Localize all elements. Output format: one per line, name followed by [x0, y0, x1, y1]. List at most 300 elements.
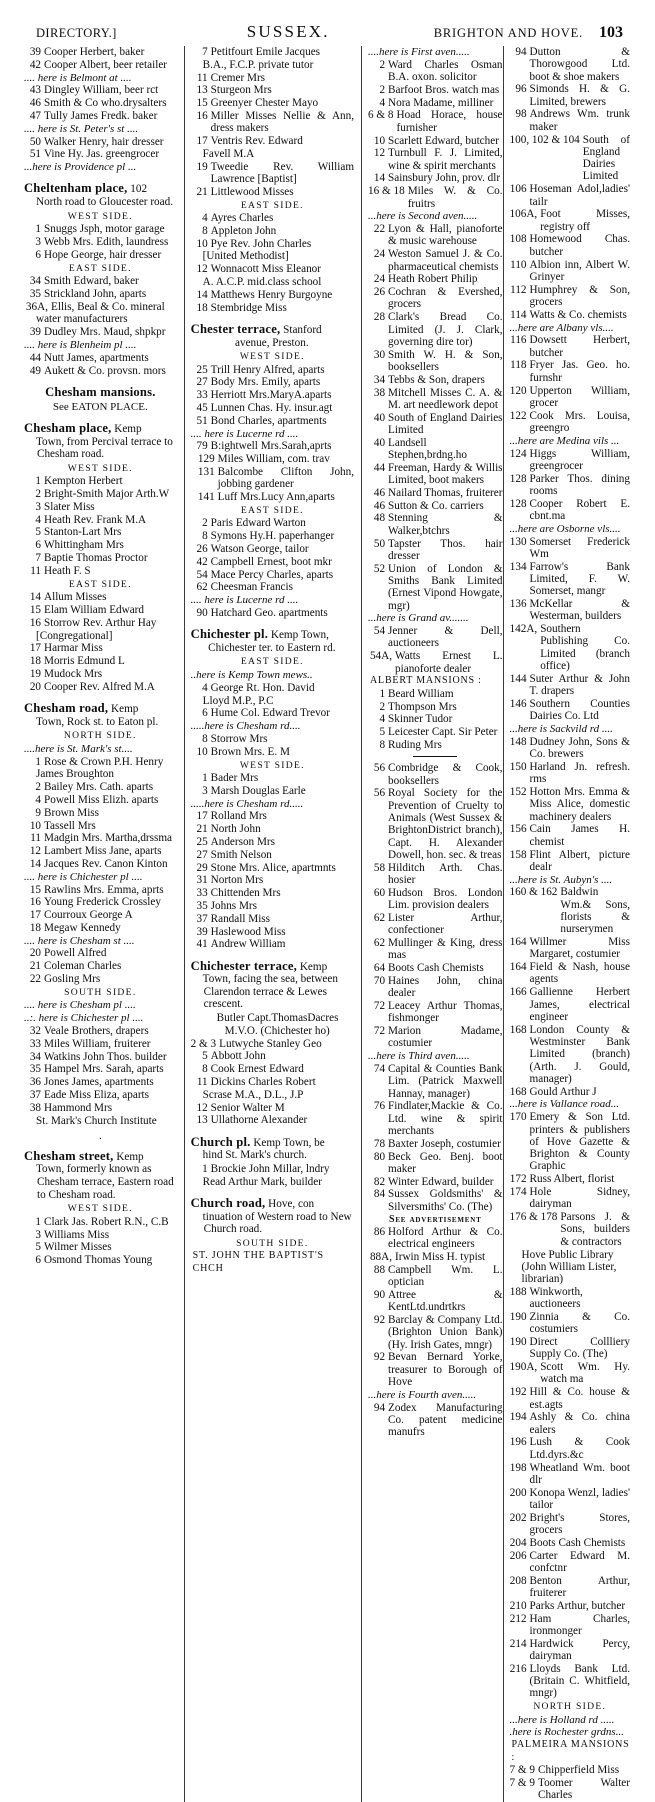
directory-entry — [191, 823, 354, 835]
entry-continuation: A. A.C.P. mid.class school — [202, 276, 322, 289]
directory-entry — [368, 912, 503, 937]
entry-text: Cook Mrs. Louisa, greengro — [529, 409, 630, 434]
directory-entry — [191, 212, 354, 224]
directory-entry — [510, 1575, 630, 1600]
street-description: Town, from Percival terrace to Chesham road. — [36, 435, 173, 461]
entry-text: Bailey Mrs. Cath. aparts — [44, 781, 154, 794]
entry-number: 10 — [373, 134, 386, 147]
directory-entry — [510, 1537, 630, 1549]
entry-number: 108 — [509, 233, 527, 246]
entry-text: Williams Miss — [44, 1228, 110, 1241]
directory-entry — [368, 147, 503, 172]
entry-number: 6 — [35, 1254, 41, 1267]
street-name: Chesham street, — [24, 1148, 114, 1163]
directory-entry — [24, 539, 177, 551]
entry-text: Dowsett Herbert, butcher — [529, 334, 630, 359]
entry-text: Jacques Rev. Canon Kinton — [44, 857, 168, 870]
entry-number: 3 — [35, 1228, 41, 1241]
directory-entry — [24, 642, 177, 654]
entry-text: Beck Geo. Benj. boot maker — [388, 1150, 503, 1175]
street-name: Chester terrace, — [190, 321, 281, 336]
side-heading: EAST SIDE. — [68, 578, 132, 590]
entry-number: 17 — [29, 642, 41, 655]
street-description: North road to Gloucester road. — [36, 196, 174, 209]
directory-entry — [24, 756, 177, 768]
entry-text: Sutton & Co. carriers — [388, 499, 484, 512]
street-name: Chichester terrace, — [190, 958, 298, 973]
entry-text: Carter Edward M. confctnr — [529, 1549, 630, 1574]
entry-number: 6 — [202, 707, 208, 720]
entry-continuation: M.V.O. (Chichester ho) — [224, 1024, 330, 1037]
directory-column-4 — [503, 46, 637, 1802]
entry-text: Rose & Crown P.H. Henry — [44, 755, 164, 768]
entry-text: Chipperfield Miss — [538, 1764, 620, 1777]
entry-continuation: water manufacturers — [36, 313, 128, 326]
directory-entry — [510, 936, 630, 961]
entry-text: Miller Misses Nellie & Ann, dress makers — [210, 109, 355, 135]
entry-text: Direct Collliery Supply Co. (The) — [529, 1336, 630, 1361]
entry-number: 22 — [373, 223, 386, 236]
entry-number: 25 — [196, 836, 208, 849]
entry-number: 11 — [30, 832, 41, 845]
street-description: Chichester ter. to Eastern rd. — [208, 641, 336, 654]
entry-text: Stanton-Lart Mrs — [44, 526, 122, 539]
directory-entry — [24, 514, 177, 526]
entry-text: Stone Mrs. Alice, apartmnts — [210, 861, 336, 874]
directory-entry — [24, 604, 177, 616]
entry-number: 92 — [373, 1351, 386, 1364]
directory-entry — [510, 823, 630, 848]
entry-text: Heath Robert Philip — [388, 273, 478, 286]
directory-entry — [24, 352, 177, 364]
entry-number: 6 — [35, 539, 41, 552]
entry-text: Toomer Walter Charles — [538, 1777, 630, 1802]
entry-number: 18 — [29, 921, 41, 934]
directory-entry — [510, 1777, 630, 1802]
entry-number: 36A, — [25, 300, 48, 313]
running-head-right — [434, 24, 623, 42]
directory-entry — [510, 309, 630, 321]
entry-text: Campbell Wm. L. optician — [388, 1263, 503, 1289]
directory-entry — [24, 223, 177, 235]
entry-text: Homewood Chas. butcher — [529, 233, 630, 258]
entry-number: 40 — [373, 411, 386, 424]
entry-text: Balcombe Clifton John, jobbing gardener — [217, 466, 355, 491]
directory-entry — [368, 437, 503, 462]
entry-number: 14 — [196, 288, 208, 301]
entry-number: 20 — [29, 680, 41, 693]
directory-entry — [510, 134, 630, 183]
street-heading-tail: Stanford — [280, 323, 322, 336]
directory-entry — [191, 289, 354, 301]
directory-entry — [191, 530, 354, 542]
entry-text: Slater Miss — [44, 500, 95, 513]
directory-entry — [24, 552, 177, 564]
entry-number: 146 — [509, 697, 527, 710]
street-heading-tail: Kemp — [108, 703, 139, 716]
entry-text: Rolland Mrs — [210, 810, 267, 823]
directory-entry — [510, 1411, 630, 1436]
entry-number: 2 — [379, 58, 386, 71]
entry-text: Fryer Jas. Geo. ho. furnshr — [529, 359, 630, 384]
entry-text: Courroux George A — [44, 909, 133, 922]
entry-number: 208 — [509, 1574, 527, 1587]
entry-text: Clark Jas. Robert R.N., C.B — [44, 1215, 169, 1228]
entry-number: 46 — [29, 97, 41, 110]
directory-entry — [368, 172, 503, 184]
entry-number: 96 — [515, 83, 527, 96]
running-head-place: BRIGHTON AND HOVE. — [433, 26, 583, 40]
side-heading: NORTH SIDE. — [533, 1701, 607, 1713]
entry-number: 33 — [196, 887, 208, 900]
entry-number: 54A, — [369, 650, 393, 663]
entry-number: 40 — [373, 436, 386, 449]
entry-number: 74 — [373, 1062, 386, 1075]
entry-text: Bader Mrs — [210, 772, 259, 785]
entry-number: 22 — [29, 973, 41, 986]
street-name: Chesham mansions. — [45, 384, 156, 399]
directory-entry — [510, 536, 630, 561]
side-heading: SOUTH SIDE. — [236, 1237, 309, 1249]
entry-number: 45 — [196, 402, 208, 415]
entry-number: 168 — [509, 1085, 527, 1098]
entry-text: Hampel Mrs. Sarah, aparts — [44, 1063, 164, 1076]
entry-text: Hume Col. Edward Trevor — [210, 707, 330, 720]
entry-number: 24 — [373, 248, 386, 261]
entry-text: Cooper Herbert, baker — [44, 46, 145, 58]
directory-entry — [24, 794, 177, 806]
entry-number: 2 — [379, 83, 386, 96]
directory-entry — [368, 1314, 503, 1351]
directory-entry — [368, 563, 503, 612]
entry-text: Vine Hy. Jas. greengrocer — [44, 148, 160, 161]
entry-number: 128 — [509, 497, 527, 510]
entry-text: Miles William, fruiterer — [44, 1037, 151, 1050]
entry-text: Hammond Mrs — [44, 1101, 113, 1114]
entry-text: Storrow Rev. Arthur Hay — [44, 616, 157, 629]
entry-number: 129 — [197, 453, 215, 466]
entry-number: 33 — [196, 389, 208, 402]
entry-number: 88 — [373, 1263, 386, 1276]
entry-text: Russ Albert, florist — [529, 1173, 615, 1186]
entry-number: 141 — [197, 491, 215, 504]
street-heading — [191, 1136, 354, 1162]
entry-text: Watts & Co. chemists — [529, 308, 627, 321]
directory-entry — [510, 334, 630, 359]
entry-number: 48 — [373, 512, 386, 525]
directory-entry — [191, 874, 354, 886]
entry-text: Emery & Son Ltd. printers & publishers of Hove Gazette & Brighton & County Graphic — [529, 1111, 630, 1173]
entry-text: McKellar & Westerman, builders — [529, 598, 630, 623]
entry-number: 35 — [29, 287, 41, 300]
entry-number: 130 — [509, 535, 527, 548]
entry-text: Cochran & Evershed, grocers — [388, 286, 503, 311]
entry-number: 11 — [30, 564, 41, 577]
directory-entry — [191, 746, 354, 758]
entry-number: 210 — [509, 1599, 527, 1612]
entry-continuation: Read Arthur Mark, builder — [202, 1175, 322, 1188]
entry-text: Lush & Cook Ltd.dyrs.&c — [529, 1436, 630, 1461]
entry-continuation: B.A., F.C.P. private tutor — [202, 58, 314, 71]
directory-entry — [368, 1025, 503, 1050]
entry-number: 120 — [509, 384, 527, 397]
entry-text: Hoad Horace, house furnisher — [396, 109, 503, 134]
entry-text: Watkins John Thos. builder — [44, 1050, 167, 1063]
entry-number: 98 — [515, 108, 527, 121]
directory-entry — [191, 900, 354, 912]
directory-entry — [510, 736, 630, 761]
entry-number: 216 — [509, 1662, 527, 1675]
directory-entry — [368, 726, 503, 738]
entry-number: 15 — [196, 97, 208, 110]
directory-entry — [510, 1086, 630, 1098]
side-heading: WEST SIDE. — [239, 759, 305, 771]
directory-entry — [24, 526, 177, 538]
entry-number: 14 — [29, 857, 41, 870]
directory-entry — [368, 512, 503, 537]
entry-text: Lyon & Hall, pianoforte & music warehouse — [388, 223, 503, 248]
entry-number: 3 — [35, 500, 41, 513]
entry-number: 62 — [373, 936, 386, 949]
directory-entry — [191, 1050, 354, 1062]
directory-entry — [191, 238, 354, 250]
directory-entry — [510, 1487, 630, 1512]
directory-entry — [191, 733, 354, 745]
entry-number: 4 — [379, 713, 386, 726]
directory-entry — [191, 707, 354, 719]
directory-entry — [191, 186, 354, 198]
entry-text: Boots Cash Chemists — [388, 962, 484, 975]
entry-text: Herriott Mrs.MaryA.aparts — [210, 389, 332, 402]
entry-text: Campbell Ernest, boot mkr — [210, 555, 332, 568]
street-heading — [24, 702, 177, 728]
cross-reference-line: ...here are Osborne vls.... — [509, 522, 621, 535]
entry-number: 158 — [509, 848, 527, 861]
entry-number: 116 — [510, 334, 527, 347]
directory-entry — [368, 273, 503, 285]
directory-entry — [510, 1286, 630, 1311]
entry-number: 31 — [196, 874, 208, 887]
entry-number: 12 — [29, 845, 41, 858]
entry-number: 194 — [509, 1411, 527, 1424]
entry-text: Brown Mrs. E. M — [210, 745, 290, 758]
entry-text: Cook Ernest Edward — [210, 1063, 304, 1076]
entry-text: Nutt James, apartments — [44, 351, 149, 364]
directory-entry — [510, 1436, 630, 1461]
entry-text: Foot Misses, registry off — [540, 208, 630, 233]
directory-entry — [191, 389, 354, 401]
entry-text: Tebbs & Son, drapers — [388, 373, 485, 386]
directory-entry — [368, 625, 503, 650]
directory-entry — [368, 1000, 503, 1025]
entry-text: Boots Cash Chemists — [529, 1536, 626, 1549]
entry-text: Trill Henry Alfred, aparts — [210, 363, 325, 376]
entry-number: 166 — [509, 986, 527, 999]
entry-number: 49 — [29, 364, 41, 377]
directory-entry — [24, 1051, 177, 1063]
entry-number: 7 & 9 — [509, 1777, 536, 1790]
sub-block-heading: PALMEIRA MANSIONS : — [511, 1739, 630, 1763]
entry-number: 17 — [196, 135, 208, 148]
entry-number: 32 — [29, 1024, 41, 1037]
cross-reference-line: ...here is St. Aubyn's .... — [509, 873, 613, 886]
street-heading — [191, 960, 354, 1011]
street-description: avenue, Preston. — [235, 336, 309, 349]
entry-text: Hotton Mrs. Emma & Miss Alice, domestic machinery dealers — [529, 786, 630, 823]
entry-text: Royal Society for the Prevention of Cruelty to Animals (West Sussex & BrightonDistrict branch), Capt. H. Alexander Dowell, hon. sec. & treas — [388, 787, 503, 861]
entry-text: Capital & Counties Bank Lim. (Patrick Maxwell Hannay, manager) — [388, 1062, 503, 1100]
entry-number: 5 — [35, 526, 41, 539]
entry-number: 34 — [29, 1050, 41, 1063]
directory-entry — [368, 701, 503, 713]
directory-entry — [510, 83, 630, 108]
entry-text: Marion Madame, costumier — [388, 1025, 503, 1050]
entry-text: Marsh Douglas Earle — [210, 784, 306, 797]
directory-entry — [191, 569, 354, 581]
entry-text: Upperton William, grocer — [529, 384, 630, 409]
entry-text: Weston Samuel J. & Co. pharmaceutical chemists — [388, 248, 503, 273]
entry-number: 64 — [373, 962, 386, 975]
directory-entry — [24, 807, 177, 819]
cross-reference-line: ...here is Fourth aven..... — [368, 1388, 477, 1401]
entry-text: Rawlins Mrs. Emma, aprts — [44, 883, 164, 896]
directory-entry — [510, 183, 630, 208]
entry-number: 70 — [373, 974, 386, 987]
entry-number: 21 — [29, 960, 41, 973]
directory-line: Hove Public Library (John William Lister, librarian) — [521, 1248, 617, 1286]
street-heading — [24, 1150, 177, 1201]
entry-number: 8 — [202, 732, 208, 745]
entry-number: 172 — [509, 1173, 527, 1186]
directory-entry — [368, 762, 503, 787]
entry-text: Cain James H. chemist — [529, 823, 630, 848]
entry-number: 1 — [35, 755, 41, 768]
entry-text: Bright-Smith Major Arth.W — [44, 488, 170, 501]
entry-number: 4 — [35, 793, 41, 806]
side-heading: EAST SIDE. — [240, 656, 304, 668]
entry-number: 54 — [196, 568, 208, 581]
entry-text: Parsons J. & Sons, builders & contractors — [560, 1211, 630, 1248]
entry-text: Baptie Thomas Proctor — [44, 552, 148, 565]
entry-number: 7 & 9 — [509, 1764, 536, 1777]
entry-text: Bright's Stores, grocers — [529, 1511, 630, 1537]
directory-entry — [24, 1089, 177, 1101]
directory-entry — [24, 960, 177, 972]
directory-entry — [24, 820, 177, 832]
directory-entry — [510, 673, 630, 698]
page-number: 103 — [599, 24, 623, 41]
entry-text: Jenner & Dell, auctioneers — [388, 625, 503, 650]
entry-text: Irwin Miss H. typist — [395, 1251, 486, 1264]
side-heading: WEST SIDE. — [67, 210, 133, 222]
entry-number: 134 — [509, 560, 527, 573]
entry-number: 21 — [196, 185, 208, 198]
cross-reference-line: ..:. here is Chichester pl .... — [24, 1012, 144, 1025]
directory-entry — [191, 263, 354, 275]
entry-text: Combridge & Cook, booksellers — [388, 762, 503, 787]
entry-text: Nailard Thomas, fruiterer — [388, 486, 503, 499]
entry-number: 4 — [379, 96, 386, 109]
entry-number: 212 — [509, 1612, 527, 1625]
entry-number: 16 & 18 — [368, 185, 405, 198]
entry-continuation: Scrase M.A., D.L., J.P — [202, 1088, 304, 1101]
directory-entry — [510, 1111, 630, 1172]
entry-number: 150 — [509, 760, 527, 773]
cross-reference-line: .....here is Chesham rd..... — [190, 797, 304, 810]
directory-entry — [191, 415, 354, 427]
entry-text: Megaw Kennedy — [44, 921, 121, 934]
directory-entry — [368, 962, 503, 974]
entry-text: Randall Miss — [210, 912, 271, 925]
cross-reference-line: ....here is St. Mark's st.... — [24, 742, 133, 755]
directory-entry — [191, 225, 354, 237]
entry-text: Suter Arthur & John T. drapers — [529, 672, 630, 698]
entry-text: Brown Miss — [44, 806, 100, 819]
running-head-left: DIRECTORY.] — [36, 26, 117, 40]
directory-entry — [24, 501, 177, 513]
directory-entry — [191, 785, 354, 797]
directory-entry — [191, 161, 354, 186]
entry-text: Walker Henry, hair dresser — [44, 135, 164, 148]
entry-text: Jones James, apartments — [44, 1076, 154, 1089]
entry-number: 18 — [196, 301, 208, 314]
street-name: Church road, — [190, 1196, 266, 1211]
directory-entry — [368, 1188, 503, 1213]
entry-number: 56 — [373, 762, 386, 775]
directory-entry — [368, 538, 503, 563]
entry-text: Abbott John — [210, 1050, 266, 1063]
entry-number: 46 — [373, 486, 386, 499]
entry-number: 27 — [196, 376, 208, 389]
directory-entry — [368, 1176, 503, 1188]
directory-entry — [191, 913, 354, 925]
directory-entry — [510, 598, 630, 623]
entry-text: Tweedie Rev. William Lawrence [Baptist] — [210, 160, 355, 185]
advert-note: See advertisement — [388, 1213, 482, 1225]
entry-number: 4 — [202, 212, 208, 225]
entry-text: Smith Nelson — [210, 848, 272, 861]
entry-text: Freeman, Hardy & Willis Limited, boot makers — [388, 461, 503, 487]
entry-text: Baldwin Wm.& Sons, florists & nurserymen — [560, 886, 630, 936]
entry-number: 8 — [202, 530, 208, 543]
entry-text: Ayres Charles — [210, 212, 274, 225]
directory-entry — [510, 761, 630, 786]
entry-number: 214 — [509, 1637, 527, 1650]
entry-text: Baxter Joseph, costumier — [388, 1137, 501, 1150]
running-head-county: SUSSEX. — [246, 22, 330, 41]
entry-number: 44 — [373, 461, 386, 474]
entry-text: Dutton & Thorowgood Ltd. boot & shoe makers — [529, 46, 630, 83]
entry-text: Cooper Albert, beer retailer — [44, 58, 168, 71]
entry-number: 10 — [196, 745, 208, 758]
directory-entry — [368, 135, 503, 147]
directory-entry — [191, 364, 354, 376]
cross-reference-line: .... here is Lucerne rd .... — [190, 427, 299, 440]
entry-text: Willmer Miss Margaret, costumier — [529, 936, 630, 961]
entry-text: Strickland John, aparts — [44, 287, 147, 300]
entry-text: Farrow's Bank Limited, F. W. Somerset, mangr — [529, 560, 630, 598]
entry-text: Leicester Capt. Sir Peter — [388, 726, 498, 739]
cross-reference-line: ...here are Albany vls.... — [509, 321, 614, 334]
entry-number: 39 — [29, 326, 41, 339]
cross-reference-line: .... here is Chesham pl .... — [24, 999, 136, 1012]
directory-entry — [191, 810, 354, 822]
cross-reference-line: ....here is First aven..... — [368, 46, 470, 58]
directory-entry — [368, 713, 503, 725]
directory-entry — [24, 565, 177, 577]
entry-text: Winter Edward, builder — [388, 1175, 494, 1188]
street-heading-tail: Hove, con — [265, 1198, 315, 1211]
